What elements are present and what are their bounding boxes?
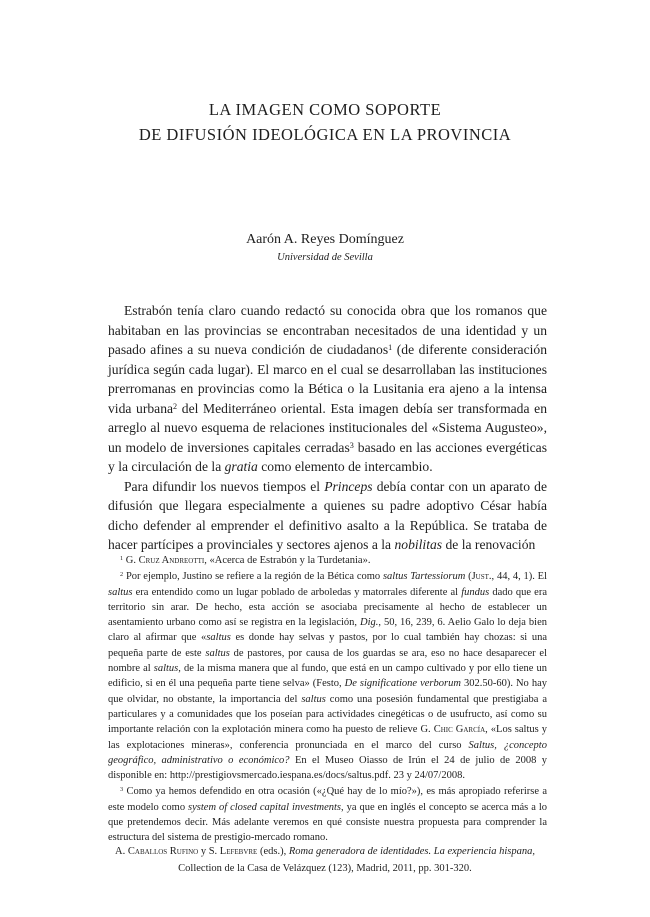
text-run: G. <box>123 555 139 566</box>
text-run: A. <box>115 846 128 857</box>
text-run: (eds.), <box>257 846 289 857</box>
footnote-ref-3[interactable]: 3 <box>349 440 354 450</box>
italic-term: saltus <box>153 663 179 675</box>
text-run: , ya que en inglés el concepto se acerca más a lo que pretendemos decir. Más adelante veremos en qué consiste nuestra propuesta para comprender la estructura del sistema de prestigio-mercado romano. <box>108 801 547 844</box>
text-run: era entendido como un lugar poblado de arboledas y matorrales diferente al <box>132 586 462 598</box>
author-affiliation: Universidad de Sevilla <box>277 252 373 263</box>
text-run: Para difundir los nuevos tiempos el <box>124 478 325 494</box>
text-run: Estrabón tenía claro cuando redactó su conocida obra que los romanos que habitaban en las provincias se encontraban necesitados de una identidad y un pasado afines a su nueva condición de ciudadanos <box>108 303 547 357</box>
italic-term: Princeps <box>324 478 373 494</box>
footnote-ref-1[interactable]: 1 <box>388 342 393 352</box>
footnotes <box>108 553 547 847</box>
footnote-ref-2[interactable]: 2 <box>173 401 178 411</box>
editor-smallcaps: Lefebvre <box>219 846 258 857</box>
italic-term: saltus Tartessiorum <box>382 571 466 583</box>
italic-term: Dig. <box>359 617 379 629</box>
text-run: es donde hay selvas y pastos, por lo cual también hay chozas: si una pequeña parte de este <box>108 632 547 659</box>
text-run: basado en las acciones evergéticas y la circulación de la <box>108 439 547 474</box>
text-run: como elemento de intercambio. <box>257 459 433 474</box>
italic-term: fundus <box>461 586 490 598</box>
book-title: Roma generadora de identidades. La experiencia hispana, <box>288 846 535 857</box>
italic-term: system of closed capital investments <box>188 801 341 813</box>
author-name: Aarón A. Reyes Domínguez <box>246 232 404 247</box>
chapter-title-line-1: LA IMAGEN COMO SOPORTE <box>208 100 442 119</box>
footnote-3 <box>108 784 547 845</box>
citation-footer <box>0 843 650 877</box>
text-run: Por ejemplo, Justino se refiere a la región de la Bética como <box>123 571 383 583</box>
italic-term: saltus <box>205 647 230 659</box>
text-run: En el Museo Oiasso de Irún el 24 de julio de 2008 y disponible en: http://prestigiovsmercado.iespana.es/docs/saltus.pdf. 23 y 24/07/2008. <box>108 754 547 782</box>
italic-term: nobilitas <box>394 537 443 552</box>
text-run: , «Los saltus y las explotaciones mineras», conferencia pronunciada en el marco del curso <box>108 724 547 751</box>
text-run: debía contar con un aparato de difusión que llegara especialmente a quienes su padre adoptivo César había dicho defender al emprender el definitivo asalto a la República. Se trataba de hacer partícipes a provinciales y sectores ajenos a la <box>108 478 547 552</box>
footnote-number: 3 <box>120 786 124 794</box>
paragraph-2 <box>108 477 547 555</box>
author-smallcaps: Cruz Andreotti <box>138 555 205 566</box>
italic-term: Saltus, ¿concepto geográfico, administrativo o económico? <box>108 739 547 766</box>
footnote-number: 1 <box>120 554 124 562</box>
text-run: , de la misma manera que al fundo, que está en un campo cultivado y por ello tiene un edificio, si en él una pequeña parte tiene selva» (Festo, <box>108 663 547 690</box>
paragraph-1 <box>108 301 547 477</box>
text-run: dado que era territorio sin arar. De hecho, esta acción se asociaba precisamente al hecho de establecer un asentamiento urbano como así se registra en la legislación, <box>108 586 548 629</box>
text-run: , 44, 4, 1). El <box>491 571 547 583</box>
citation-line-2: Collection de la Casa de Velázquez (123), Madrid, 2011, pp. 301-320. <box>178 863 472 874</box>
text-run: de pastores, por causa de los guardas se ara, eso no hace desaparecer el nombre al <box>108 647 547 675</box>
text-run: Como ya hemos defendido en otra ocasión («¿Qué hay de lo mío?»), es más apropiado referirse a este modelo como <box>108 786 547 813</box>
footnote-1 <box>108 553 547 568</box>
text-run: del Mediterráneo oriental. Esta imagen debía ser transformada en arreglo al nuevo esquema de relaciones institucionales del «Sistema Augusteo», un modelo de inversiones capitales cerradas <box>108 400 547 455</box>
chapter-title <box>0 97 650 147</box>
text-run: de la renovación <box>442 537 536 552</box>
text-run: , 50, 16, 239, 6. Aelio Galo lo deja bien claro al afirmar que « <box>108 617 547 644</box>
text-run: , «Acerca de Estrabón y la Turdetania». <box>204 555 371 566</box>
body-text <box>108 301 547 555</box>
source-smallcaps: Just. <box>471 571 492 583</box>
italic-term: saltus <box>301 693 326 705</box>
text-run: (de diferente consideración jurídica según cada lugar). El marco en el cual se desarrollaban las instituciones prerromanas en provincias como la Bética o la Lusitania era ajeno a la intensa vida urbana <box>108 342 547 416</box>
text-run: ( <box>465 571 472 583</box>
italic-term: saltus <box>108 586 133 598</box>
italic-term: gratia <box>224 459 258 474</box>
text-run: como una posesión fundamental que prestigiaba a particulares y a comunidades que los poseían para actividades cinegéticas o de usufructo, así como su importante relación con la explotación minera como ha puesto de relieve G. <box>108 693 547 736</box>
italic-term: De significatione verborum <box>344 678 461 690</box>
text-run: y S. <box>198 846 220 857</box>
text-run: 302.50-60). No hay que olvidar, no obstante, la importancia del <box>108 678 547 705</box>
citation-line-1 <box>0 843 650 860</box>
chapter-title-line-2: DE DIFUSIÓN IDEOLÓGICA EN LA PROVINCIA <box>138 125 512 144</box>
italic-term: saltus <box>206 632 231 644</box>
footnote-number: 2 <box>120 571 124 579</box>
editor-smallcaps: Caballos Rufino <box>127 846 199 857</box>
author-smallcaps: Chic García <box>433 724 486 736</box>
footnote-2 <box>108 569 547 783</box>
